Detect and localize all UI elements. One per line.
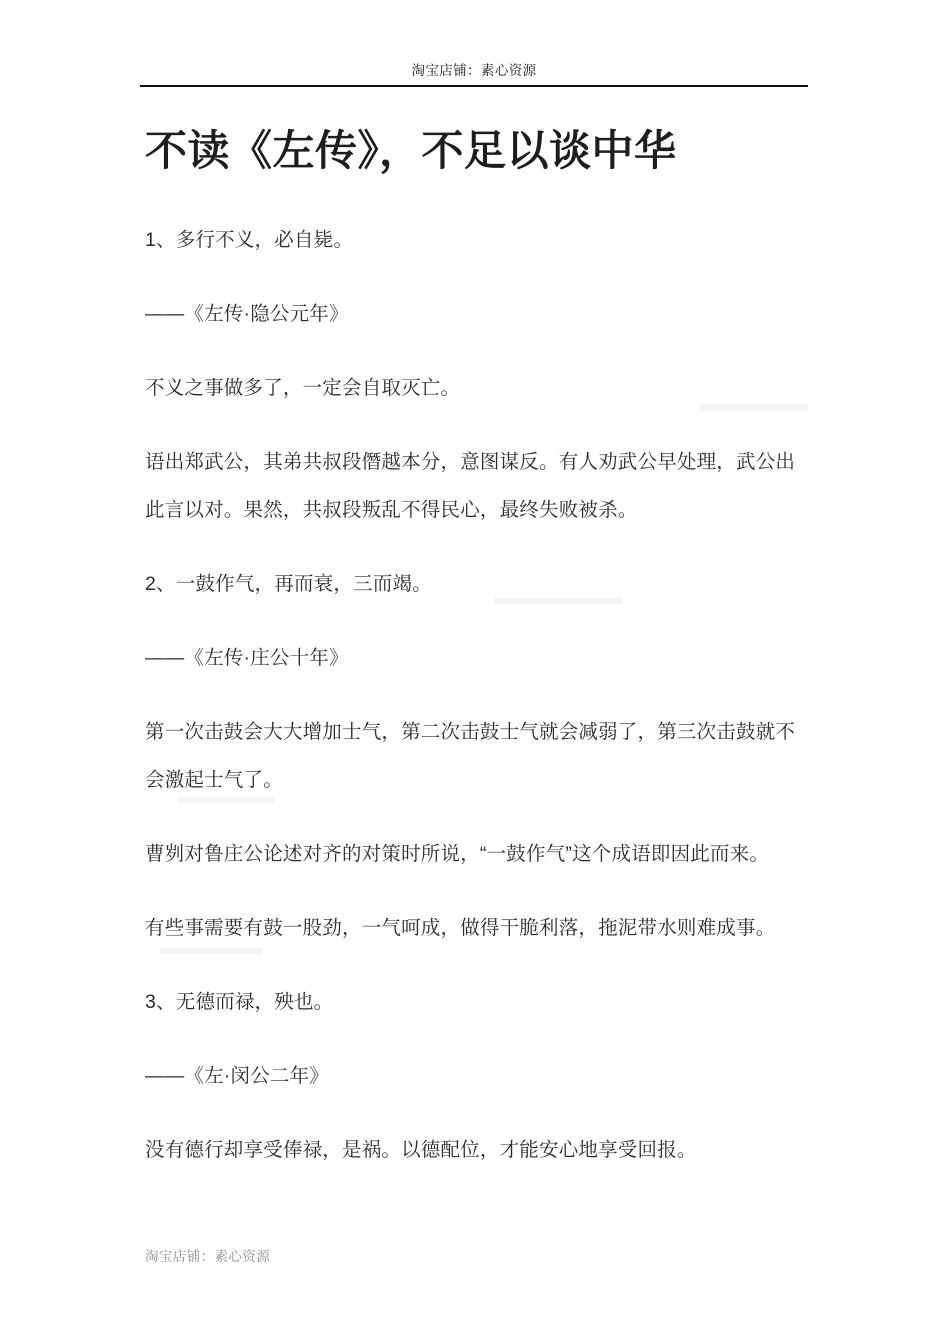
body-paragraph: 语出郑武公，其弟共叔段僭越本分，意图谋反。有人劝武公早处理，武公出此言以对。果然，共叔段叛乱不得民心，最终失败被杀。	[145, 451, 796, 521]
article-body	[145, 216, 813, 1174]
page-footer	[145, 1248, 813, 1266]
body-paragraph: 曹刿对鲁庄公论述对齐的对策时所说，“一鼓作气”这个成语即因此而来。	[145, 843, 770, 865]
page-title: 不读《左传》，不足以谈中华	[145, 127, 677, 174]
header-divider	[140, 85, 808, 87]
body-paragraph: 没有德行却享受俸禄，是祸。以德配位，才能安心地享受回报。	[145, 1139, 697, 1161]
body-paragraph: 第一次击鼓会大大增加士气，第二次击鼓士气就会减弱了，第三次击鼓就不会激起士气了。	[145, 721, 796, 791]
header-shop-label: 淘宝店铺：素心资源	[411, 63, 537, 78]
quote-line: 1、多行不义，必自毙。	[145, 229, 354, 251]
quote-line: 3、无德而禄，殃也。	[145, 991, 334, 1013]
citation-line: ——《左传·庄公十年》	[145, 647, 349, 669]
quote-line: 2、一鼓作气，再而衰，三而竭。	[145, 573, 432, 595]
citation-line: ——《左·闵公二年》	[145, 1065, 329, 1087]
body-paragraph: 有些事需要有鼓一股劲，一气呵成，做得干脆利落，拖泥带水则难成事。	[145, 917, 776, 939]
document-content	[145, 120, 813, 1200]
footer-shop-label: 淘宝店铺：素心资源	[145, 1249, 271, 1264]
body-paragraph: 不义之事做多了，一定会自取灭亡。	[145, 377, 461, 399]
page-header	[140, 62, 808, 87]
citation-line: ——《左传·隐公元年》	[145, 303, 349, 325]
